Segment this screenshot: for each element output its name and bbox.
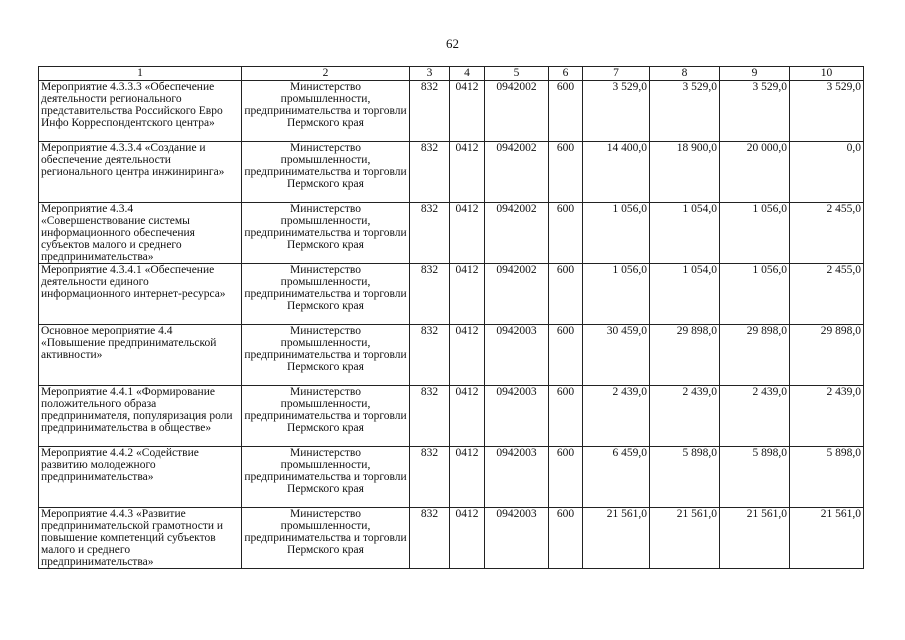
amount-col-7: 6 459,0 — [583, 447, 650, 508]
section-code: 0412 — [450, 264, 485, 325]
executor: Министерство промышленности, предпринимательства и торговли Пермского края — [242, 264, 410, 325]
section-code: 0412 — [450, 508, 485, 569]
table-row — [39, 386, 864, 447]
amount-col-7: 14 400,0 — [583, 142, 650, 203]
table-row — [39, 264, 864, 325]
measure-name: Мероприятие 4.3.3.4 «Создание и обеспечение деятельности регионального центра инжиниринга» — [39, 142, 242, 203]
page-number: 62 — [446, 36, 459, 51]
amount-col-10: 2 455,0 — [790, 264, 864, 325]
target-article-code: 0942002 — [485, 264, 549, 325]
grbs-code: 832 — [410, 508, 450, 569]
amount-col-8: 1 054,0 — [650, 203, 720, 264]
amount-col-10: 2 439,0 — [790, 386, 864, 447]
grbs-code: 832 — [410, 325, 450, 386]
amount-col-10: 5 898,0 — [790, 447, 864, 508]
amount-col-7: 1 056,0 — [583, 203, 650, 264]
amount-col-9: 5 898,0 — [720, 447, 790, 508]
grbs-code: 832 — [410, 386, 450, 447]
amount-col-9: 1 056,0 — [720, 264, 790, 325]
amount-col-8: 21 561,0 — [650, 508, 720, 569]
measure-name: Мероприятие 4.3.4 «Совершенствование системы информационного обеспечения субъектов малого и среднего предпринимательства» — [39, 203, 242, 264]
column-header-3: 3 — [410, 67, 450, 81]
section-code: 0412 — [450, 81, 485, 142]
amount-col-7: 1 056,0 — [583, 264, 650, 325]
grbs-code: 832 — [410, 142, 450, 203]
target-article-code: 0942003 — [485, 325, 549, 386]
amount-col-7: 21 561,0 — [583, 508, 650, 569]
measure-name: Мероприятие 4.4.1 «Формирование положительного образа предпринимателя, популяризация роли предпринимательства в обществе» — [39, 386, 242, 447]
column-header-2: 2 — [242, 67, 410, 81]
column-header-4: 4 — [450, 67, 485, 81]
amount-col-10: 29 898,0 — [790, 325, 864, 386]
target-article-code: 0942002 — [485, 203, 549, 264]
amount-col-8: 18 900,0 — [650, 142, 720, 203]
measure-name: Мероприятие 4.3.4.1 «Обеспечение деятельности единого информационного интернет-ресурса» — [39, 264, 242, 325]
expense-type-code: 600 — [549, 203, 583, 264]
amount-col-10: 2 455,0 — [790, 203, 864, 264]
amount-col-7: 2 439,0 — [583, 386, 650, 447]
table-row — [39, 203, 864, 264]
measure-name: Мероприятие 4.4.3 «Развитие предпринимательской грамотности и повышение компетенций субъектов малого и среднего предпринимательства» — [39, 508, 242, 569]
table-row — [39, 81, 864, 142]
target-article-code: 0942003 — [485, 386, 549, 447]
amount-col-9: 2 439,0 — [720, 386, 790, 447]
amount-col-7: 3 529,0 — [583, 81, 650, 142]
expense-type-code: 600 — [549, 142, 583, 203]
table-row — [39, 447, 864, 508]
executor: Министерство промышленности, предпринимательства и торговли Пермского края — [242, 81, 410, 142]
table-row — [39, 142, 864, 203]
column-header-6: 6 — [549, 67, 583, 81]
executor: Министерство промышленности, предпринимательства и торговли Пермского края — [242, 325, 410, 386]
column-header-1: 1 — [39, 67, 242, 81]
executor: Министерство промышленности, предпринимательства и торговли Пермского края — [242, 447, 410, 508]
section-code: 0412 — [450, 447, 485, 508]
expense-type-code: 600 — [549, 264, 583, 325]
table-row — [39, 508, 864, 569]
amount-col-8: 29 898,0 — [650, 325, 720, 386]
measure-name: Мероприятие 4.4.2 «Содействие развитию молодежного предпринимательства» — [39, 447, 242, 508]
column-header-8: 8 — [650, 67, 720, 81]
grbs-code: 832 — [410, 203, 450, 264]
target-article-code: 0942002 — [485, 81, 549, 142]
column-header-9: 9 — [720, 67, 790, 81]
amount-col-10: 21 561,0 — [790, 508, 864, 569]
grbs-code: 832 — [410, 447, 450, 508]
header-row — [39, 67, 864, 81]
amount-col-9: 20 000,0 — [720, 142, 790, 203]
amount-col-10: 0,0 — [790, 142, 864, 203]
column-header-7: 7 — [583, 67, 650, 81]
column-header-10: 10 — [790, 67, 864, 81]
expense-type-code: 600 — [549, 325, 583, 386]
section-code: 0412 — [450, 142, 485, 203]
program-table — [38, 66, 864, 569]
amount-col-7: 30 459,0 — [583, 325, 650, 386]
target-article-code: 0942002 — [485, 142, 549, 203]
amount-col-8: 1 054,0 — [650, 264, 720, 325]
amount-col-9: 3 529,0 — [720, 81, 790, 142]
grbs-code: 832 — [410, 264, 450, 325]
amount-col-10: 3 529,0 — [790, 81, 864, 142]
expense-type-code: 600 — [549, 508, 583, 569]
target-article-code: 0942003 — [485, 447, 549, 508]
section-code: 0412 — [450, 203, 485, 264]
table-row — [39, 325, 864, 386]
section-code: 0412 — [450, 386, 485, 447]
measure-name: Мероприятие 4.3.3.3 «Обеспечение деятельности регионального представительства Российского Евро Инфо Корреспондентского центра» — [39, 81, 242, 142]
executor: Министерство промышленности, предпринимательства и торговли Пермского края — [242, 386, 410, 447]
amount-col-9: 1 056,0 — [720, 203, 790, 264]
measure-name: Основное мероприятие 4.4 «Повышение предпринимательской активности» — [39, 325, 242, 386]
column-header-5: 5 — [485, 67, 549, 81]
amount-col-8: 3 529,0 — [650, 81, 720, 142]
amount-col-9: 29 898,0 — [720, 325, 790, 386]
amount-col-8: 5 898,0 — [650, 447, 720, 508]
executor: Министерство промышленности, предпринимательства и торговли Пермского края — [242, 142, 410, 203]
expense-type-code: 600 — [549, 447, 583, 508]
section-code: 0412 — [450, 325, 485, 386]
amount-col-8: 2 439,0 — [650, 386, 720, 447]
expense-type-code: 600 — [549, 386, 583, 447]
executor: Министерство промышленности, предпринимательства и торговли Пермского края — [242, 203, 410, 264]
grbs-code: 832 — [410, 81, 450, 142]
amount-col-9: 21 561,0 — [720, 508, 790, 569]
expense-type-code: 600 — [549, 81, 583, 142]
executor: Министерство промышленности, предпринимательства и торговли Пермского края — [242, 508, 410, 569]
target-article-code: 0942003 — [485, 508, 549, 569]
